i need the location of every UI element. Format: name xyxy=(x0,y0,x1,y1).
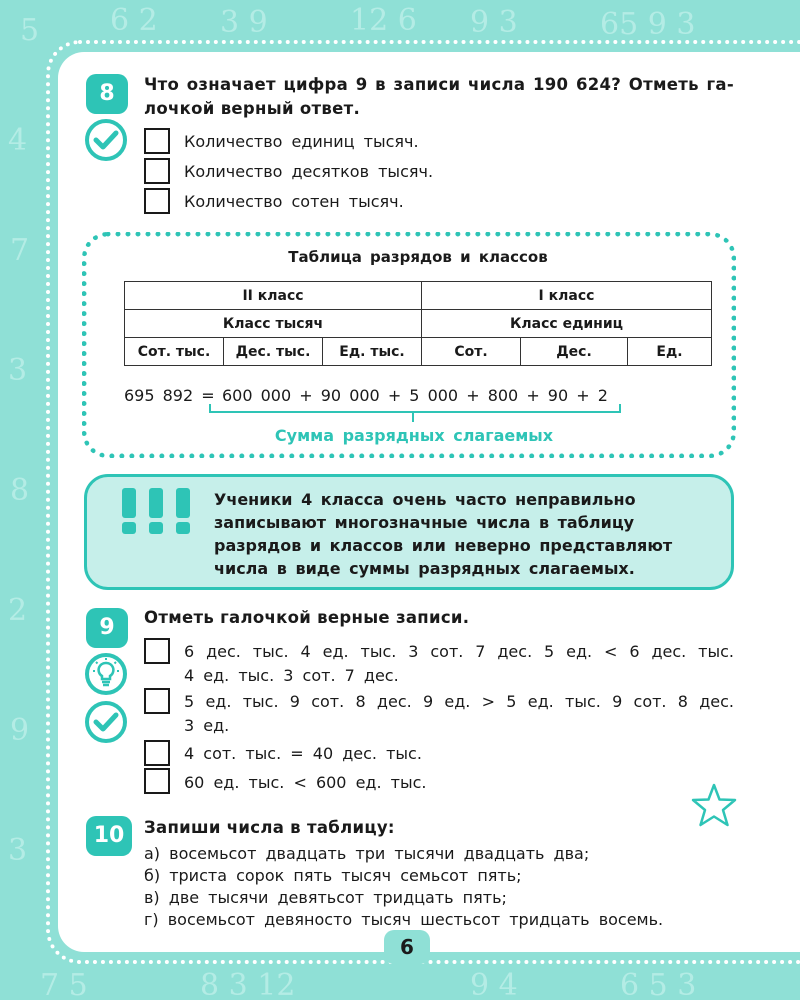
task-9-option-2-line2: 3 ед. xyxy=(184,716,230,735)
class-thousands-name: Класс тысяч xyxy=(125,310,422,338)
task-8-option-2: Количество десятков тысяч. xyxy=(184,162,434,181)
checkmark-icon xyxy=(84,118,128,162)
task-9-option-3: 4 сот. тыс. = 40 дес. тыс. xyxy=(184,744,422,763)
column-hundred-thousands: Сот. тыс. xyxy=(125,338,224,366)
column-tens: Дес. xyxy=(521,338,628,366)
task-9-checkbox-1[interactable] xyxy=(144,638,170,664)
task-10-item-c: в) две тысячи девятьсот тридцать пять; xyxy=(144,888,507,907)
column-thousands: Ед. тыс. xyxy=(323,338,422,366)
lightbulb-icon xyxy=(84,652,128,696)
task-8-question-line2: лочкой верный ответ. xyxy=(144,99,361,118)
task-8-option-1: Количество единиц тысяч. xyxy=(184,132,419,151)
checkmark-icon xyxy=(84,700,128,744)
task-9-checkbox-3[interactable] xyxy=(144,740,170,766)
notice-line-4: числа в виде суммы разрядных слагаемых. xyxy=(214,559,635,578)
page-number: 6 xyxy=(384,930,430,964)
task-9-question: Отметь галочкой верные записи. xyxy=(144,608,470,627)
task-10-item-d: г) восемьсот девяносто тысяч шестьсот тридцать восемь. xyxy=(144,910,664,929)
svg-text:3: 3 xyxy=(8,833,28,868)
equation-left: 695 892 = xyxy=(124,386,215,405)
svg-text:9 3: 9 3 xyxy=(470,5,518,40)
task-9-option-1-line1: 6 дес. тыс. 4 ед. тыс. 3 сот. 7 дес. 5 ед. < 6 дес. тыс. xyxy=(184,642,734,661)
svg-text:8: 8 xyxy=(10,473,30,508)
column-ten-thousands: Дес. тыс. xyxy=(224,338,323,366)
svg-text:3 9: 3 9 xyxy=(220,5,268,40)
class-units-name: Класс единиц xyxy=(422,310,712,338)
svg-text:8 3 12: 8 3 12 xyxy=(200,968,296,1000)
svg-text:3: 3 xyxy=(8,353,28,388)
sum-label: Сумма разрядных слагаемых xyxy=(274,426,554,445)
sum-brace xyxy=(206,402,626,424)
task-8-checkbox-1[interactable] xyxy=(144,128,170,154)
task-8-badge: 8 xyxy=(86,74,128,114)
task-10-item-a: а) восемьсот двадцать три тысячи двадцать два; xyxy=(144,844,590,863)
task-8-checkbox-2[interactable] xyxy=(144,158,170,184)
task-9-option-2-line1: 5 ед. тыс. 9 сот. 8 дес. 9 ед. > 5 ед. тыс. 9 сот. 8 дес. xyxy=(184,692,734,711)
task-9-option-4: 60 ед. тыс. < 600 ед. тыс. xyxy=(184,773,427,792)
task-9-badge: 9 xyxy=(86,608,128,648)
column-units: Ед. xyxy=(628,338,712,366)
svg-text:9 4: 9 4 xyxy=(470,968,518,1000)
task-8-option-3: Количество сотен тысяч. xyxy=(184,192,404,211)
class-2-header: II класс xyxy=(125,282,422,310)
svg-text:12 6: 12 6 xyxy=(350,3,417,38)
svg-text:5: 5 xyxy=(20,13,40,48)
svg-text:2: 2 xyxy=(8,593,28,628)
task-9-option-2 xyxy=(184,690,734,738)
svg-text:4: 4 xyxy=(8,123,28,158)
task-8-checkbox-3[interactable] xyxy=(144,188,170,214)
task-10-item-b: б) триста сорок пять тысяч семьсот пять; xyxy=(144,866,522,885)
class-1-header: I класс xyxy=(422,282,712,310)
svg-text:65 9 3: 65 9 3 xyxy=(600,7,696,42)
task-9-checkbox-4[interactable] xyxy=(144,768,170,794)
notice-text xyxy=(214,488,714,580)
place-value-table xyxy=(124,281,712,366)
svg-text:7 5: 7 5 xyxy=(40,968,88,1000)
exclamation-icon xyxy=(118,486,194,536)
svg-text:6 5 3: 6 5 3 xyxy=(620,968,697,1000)
svg-text:7: 7 xyxy=(10,233,30,268)
notice-line-2: записывают многозначные числа в таблицу xyxy=(214,513,635,532)
svg-text:9: 9 xyxy=(10,713,30,748)
task-9-checkbox-2[interactable] xyxy=(144,688,170,714)
svg-text:6 2: 6 2 xyxy=(110,3,158,38)
notice-line-3: разрядов и классов или неверно представляют xyxy=(214,536,673,555)
task-9-option-1-line2: 4 ед. тыс. 3 сот. 7 дес. xyxy=(184,666,399,685)
equation-right: 600 000 + 90 000 + 5 000 + 800 + 90 + 2 xyxy=(222,386,608,405)
star-icon xyxy=(690,782,738,828)
column-hundreds: Сот. xyxy=(422,338,521,366)
task-8-question xyxy=(144,73,734,121)
task-10-question: Запиши числа в таблицу: xyxy=(144,818,395,837)
task-8-question-line1: Что означает цифра 9 в записи числа 190 624? Отметь га- xyxy=(144,75,734,94)
task-10-badge: 10 xyxy=(86,816,132,856)
task-9-option-1 xyxy=(184,640,734,688)
place-table-title: Таблица разрядов и классов xyxy=(288,248,548,266)
notice-line-1: Ученики 4 класса очень часто неправильно xyxy=(214,490,636,509)
